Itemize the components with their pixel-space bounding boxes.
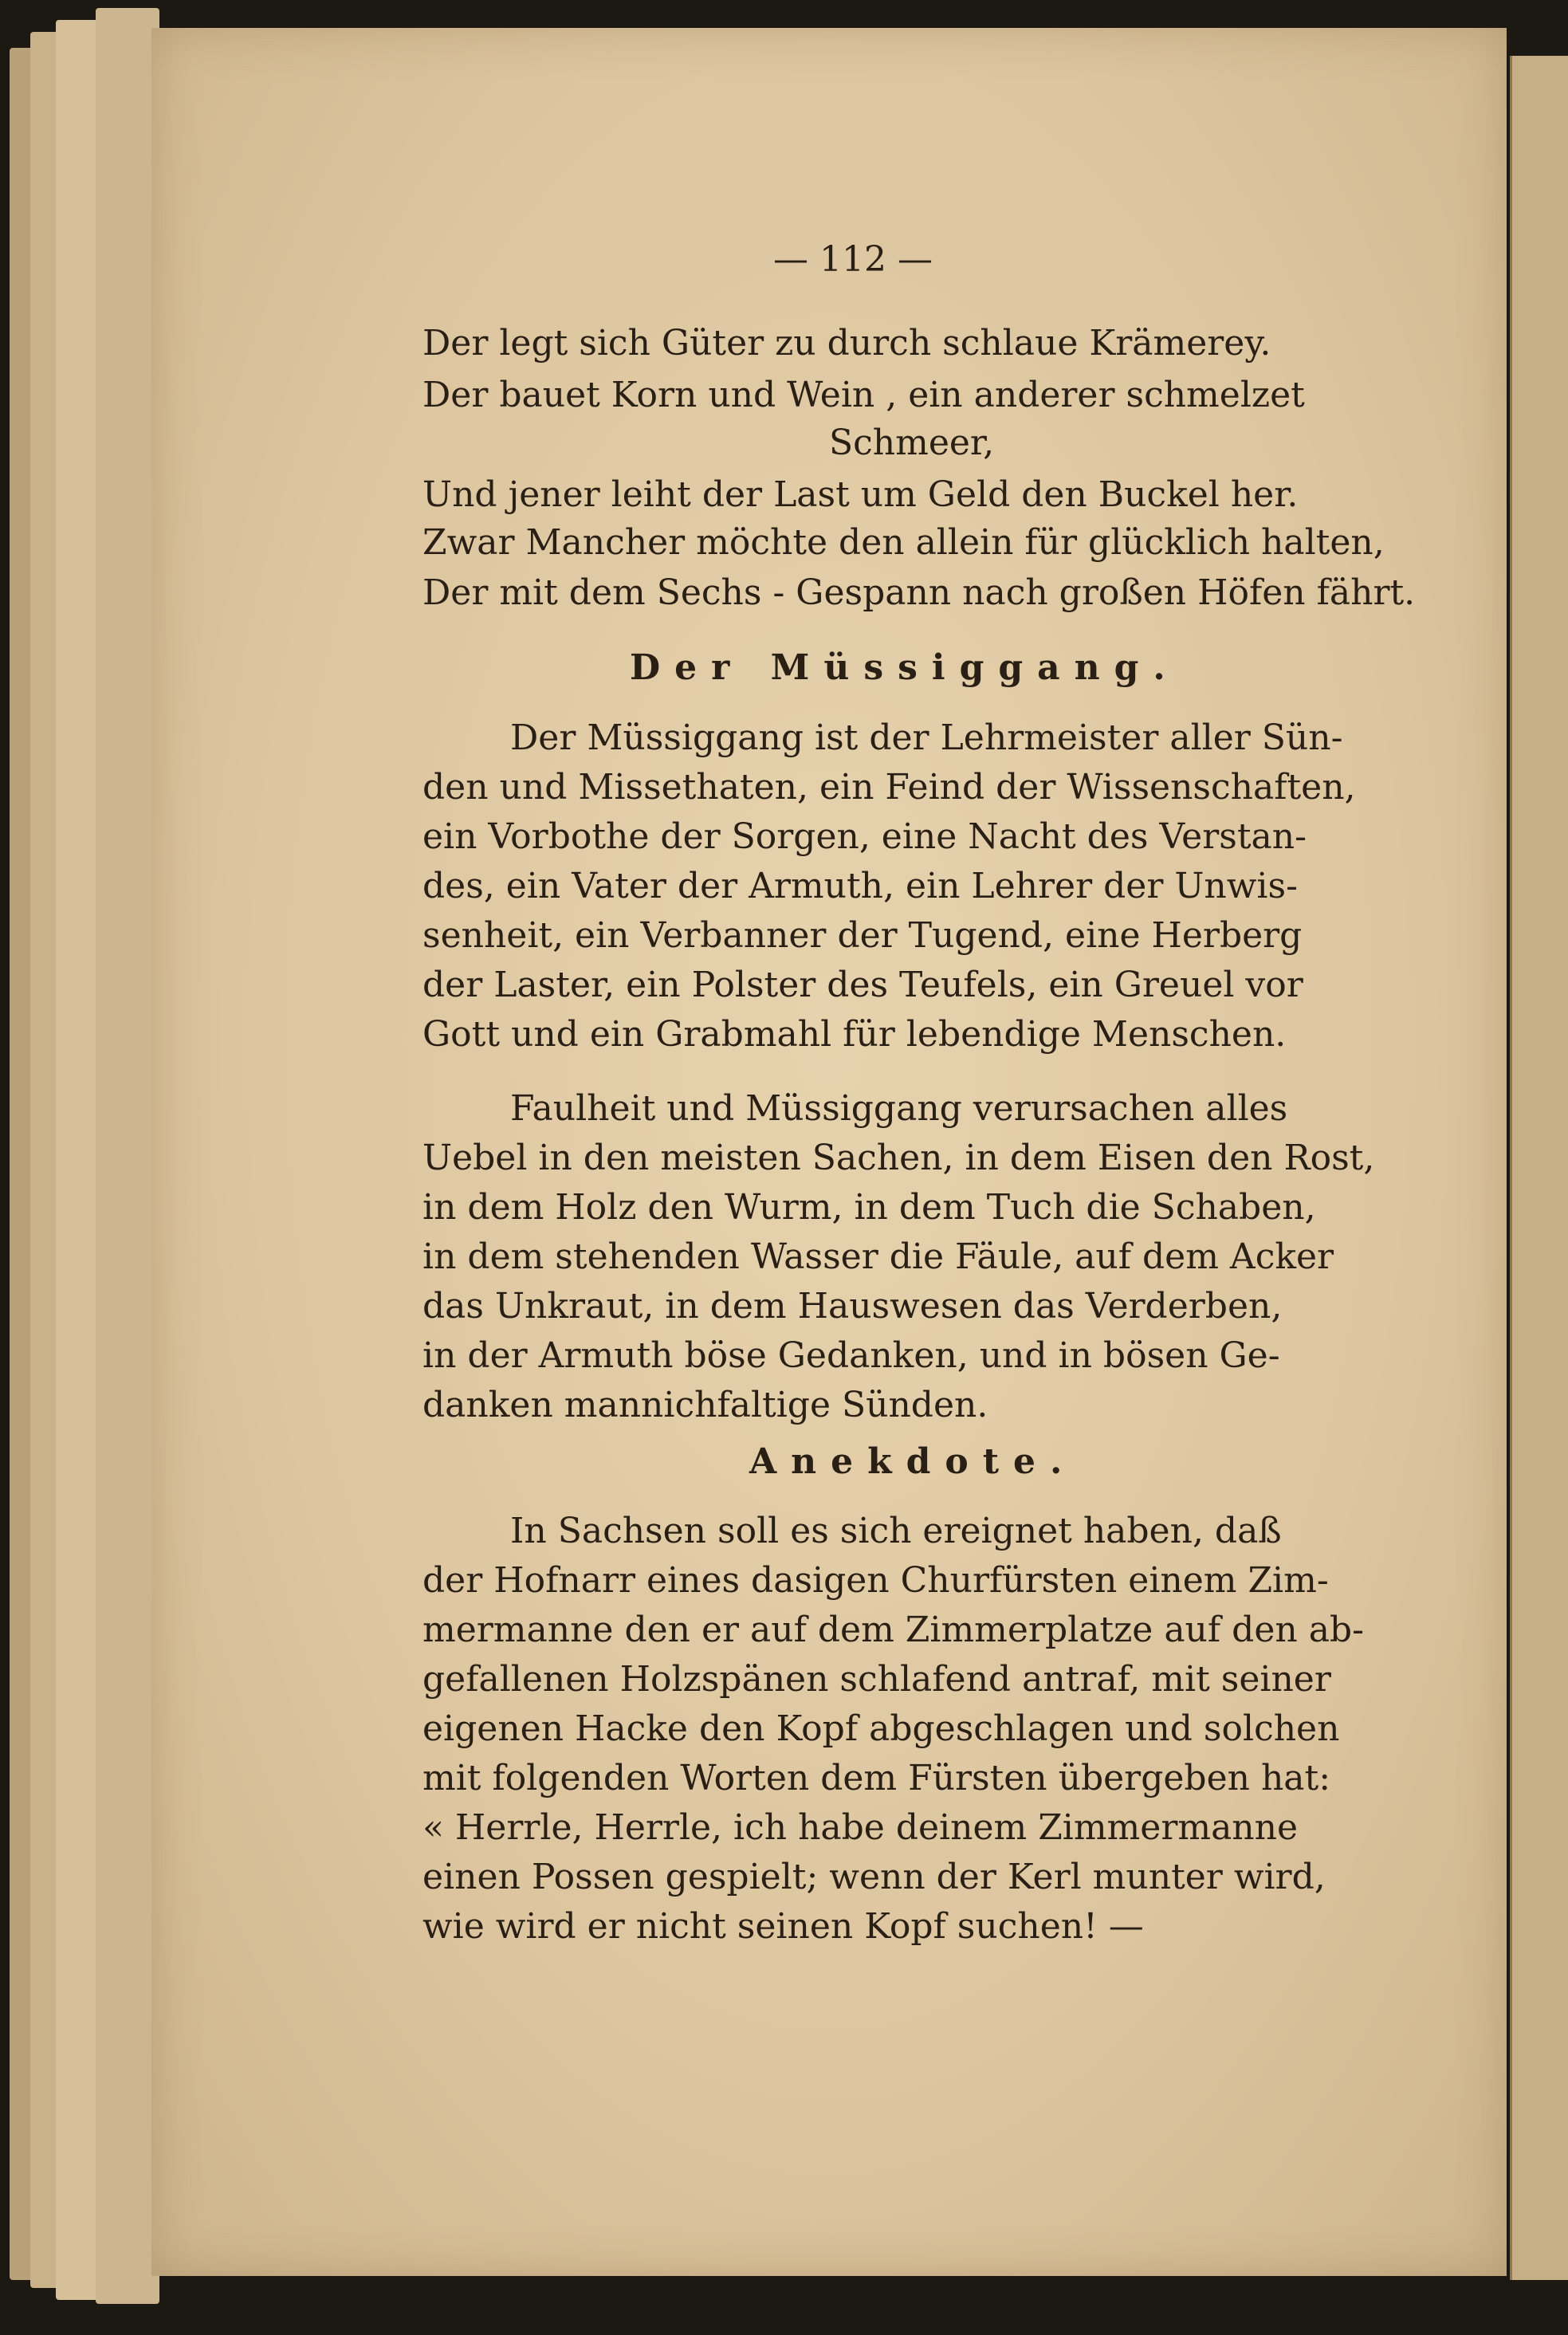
paragraph-line: das Unkraut, in dem Hauswesen das Verderben, <box>422 1286 1283 1327</box>
verse-line: Zwar Mancher möchte den allein für glücklich halten, <box>422 522 1385 563</box>
verse-line: Und jener leiht der Last um Geld den Buckel her. <box>422 474 1299 515</box>
paragraph-line: mit folgenden Worten dem Fürsten übergeben hat: <box>422 1758 1331 1798</box>
paragraph-line: Gott und ein Grabmahl für lebendige Menschen. <box>422 1014 1287 1055</box>
paragraph-line: In Sachsen soll es sich ereignet haben, daß <box>510 1511 1282 1551</box>
page-number: — 112 — <box>773 239 933 280</box>
paragraph-line: Uebel in den meisten Sachen, in dem Eisen den Rost, <box>422 1138 1375 1178</box>
verse-line: Der mit dem Sechs - Gespann nach großen Höfen fährt. <box>422 572 1416 613</box>
verse-line: Schmeer, <box>829 423 995 463</box>
paragraph-line: in dem stehenden Wasser die Fäule, auf dem Acker <box>422 1236 1334 1277</box>
paragraph-line: eigenen Hacke den Kopf abgeschlagen und solchen <box>422 1708 1340 1749</box>
section-heading: Der Müssiggang. <box>630 647 1180 688</box>
paragraph-line: senheit, ein Verbanner der Tugend, eine Herberg <box>422 915 1303 956</box>
paragraph-line: in der Armuth böse Gedanken, und in bösen Ge- <box>422 1335 1280 1376</box>
paragraph-line: der Laster, ein Polster des Teufels, ein Greuel vor <box>422 965 1303 1005</box>
paragraph <box>422 1084 1483 1430</box>
verse-line: Der legt sich Güter zu durch schlaue Krämerey. <box>422 323 1271 364</box>
paragraph-line: der Hofnarr eines dasigen Churfürsten einem Zim- <box>422 1560 1329 1601</box>
paragraph <box>422 713 1483 1059</box>
paragraph-line: Der Müssiggang ist der Lehrmeister aller Sün- <box>510 717 1343 758</box>
paragraph-line: in dem Holz den Wurm, in dem Tuch die Schaben, <box>422 1187 1316 1228</box>
paragraph <box>422 1507 1483 1952</box>
section-heading: Anekdote. <box>749 1441 1077 1482</box>
page-edge <box>96 8 159 2304</box>
paragraph-line: danken mannichfaltige Sünden. <box>422 1385 988 1425</box>
facing-page-edge <box>1510 56 1568 2280</box>
paragraph-line: mermanne den er auf dem Zimmerplatze auf den ab- <box>422 1610 1364 1650</box>
paragraph-line: Faulheit und Müssiggang verursachen alles <box>510 1088 1288 1129</box>
paragraph-line: einen Possen gespielt; wenn der Kerl munter wird, <box>422 1857 1326 1897</box>
paragraph-line: « Herrle, Herrle, ich habe deinem Zimmermanne <box>422 1807 1299 1848</box>
paragraph-line: ein Vorbothe der Sorgen, eine Nacht des Verstan- <box>422 816 1307 857</box>
paragraph-line: des, ein Vater der Armuth, ein Lehrer der Unwis- <box>422 866 1298 906</box>
paragraph-line: wie wird er nicht seinen Kopf suchen! — <box>422 1906 1144 1947</box>
paragraph-line: gefallenen Holzspänen schlafend antraf, mit seiner <box>422 1659 1331 1700</box>
verse-line: Der bauet Korn und Wein , ein anderer schmelzet <box>422 375 1305 415</box>
paragraph-line: den und Missethaten, ein Feind der Wissenschaften, <box>422 767 1356 808</box>
